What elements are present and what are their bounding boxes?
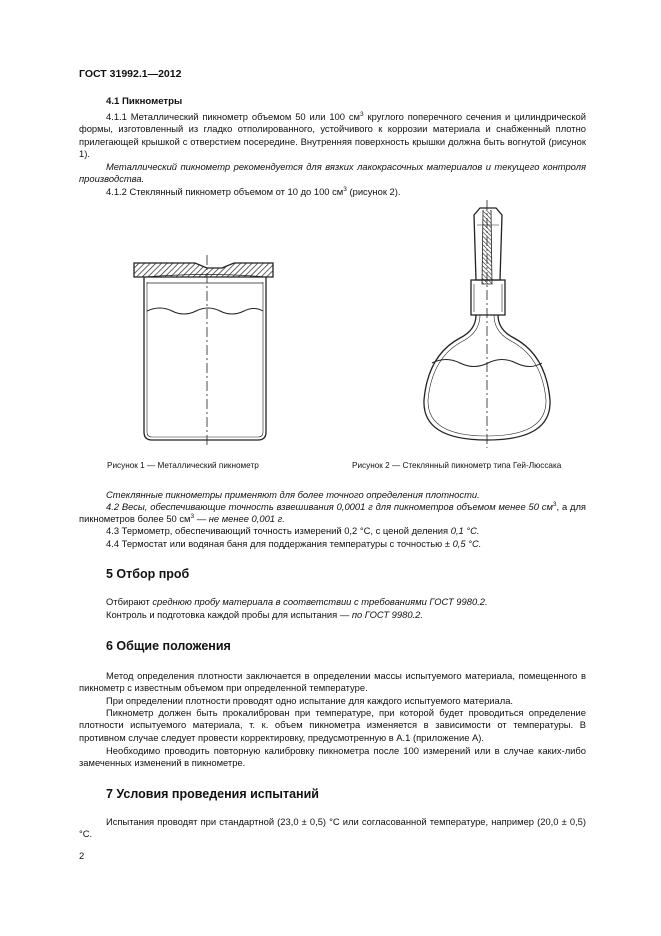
glass-pycnometer-drawing (424, 200, 550, 448)
paragraph-metal-pycnometer-note: Металлический пикнометр рекомендуется для вязких лакокрасочных материалов и текущего контроля производства. (79, 161, 586, 185)
metal-pycnometer-drawing (134, 255, 273, 448)
paragraph-6-recalibration: Необходимо проводить повторную калибровку пикнометра после 100 измерений или в случае каких-либо замеченных изменений в пикнометре. (79, 745, 586, 769)
paragraph-4-2-scales: 4.2 Весы, обеспечивающие точность взвешивания 0,0001 г для пикнометров объемом менее 50 $см^3$, а для пикнометров более 50 $см^3$ — не менее 0,001 г. (79, 501, 587, 525)
paragraph-5-control: Контроль и подготовка каждой пробы для испытания — по ГОСТ 9980.2. (106, 609, 423, 620)
paragraph-4-1-2: 4.1.2 Стеклянный пикнометр объемом от 10 до 100 $см^3$ (рисунок 2). (106, 186, 401, 197)
paragraph-glass-note: Стеклянные пикнометры применяют для более точного определения плотности. (106, 489, 480, 500)
section-7-title: 7 Условия проведения испытаний (106, 787, 319, 801)
paragraph-5-sampling: Отбирают среднюю пробу материала в соответствии с требованиями ГОСТ 9980.2. (106, 596, 488, 607)
paragraph-4-4-thermostat: 4.4 Термостат или водяная баня для поддержания температуры с точностью ± 0,5 °С. (106, 538, 482, 549)
figure-2-caption: Рисунок 2 — Стеклянный пикнометр типа Гей-Люссака (352, 461, 562, 470)
paragraph-6-calibration: Пикнометр должен быть прокалиброван при температуре, при которой будет проводиться определение плотности испытуемого материала, т. к. объем пикнометра изменяется в зависимости от температуры. В противном случае следует провести корректировку, предусмотренную в А.1 (приложение А). (79, 707, 586, 743)
paragraph-6-one-test: При определении плотности проводят одно испытание для каждого испытуемого материала. (106, 695, 514, 706)
paragraph-7-conditions: Испытания проводят при стандартной (23,0 ± 0,5) °С или согласованной температуре, например (20,0 ± 0,5) °С. (79, 816, 586, 840)
paragraph-4-3-thermometer: 4.3 Термометр, обеспечивающий точность измерений 0,2 °С, с ценой деления 0,1 °С. (106, 525, 480, 536)
page-number: 2 (79, 851, 85, 862)
document-header: ГОСТ 31992.1—2012 (79, 68, 182, 80)
section-6-title: 6 Общие положения (106, 639, 231, 653)
section-4-1-title: 4.1 Пикнометры (106, 96, 183, 107)
figure-1-caption: Рисунок 1 — Металлический пикнометр (107, 461, 259, 470)
paragraph-6-method: Метод определения плотности заключается в определении массы испытуемого материала, помещенного в пикнометр с известным объемом при определенной температуре. (79, 670, 586, 694)
section-5-title: 5 Отбор проб (106, 567, 190, 581)
paragraph-4-1-1: 4.1.1 Металлический пикнометр объемом 50 или 100 $см^3$ круглого поперечного сечения и цилиндрической формы, изготовленный из гладко отполированного, устойчивого к коррозии материала и снабженный плотно прилегающей крышкой с отверстием посередине. Внутренняя поверхность крышки должна быть вогнутой (рисунок 1). (79, 111, 586, 159)
